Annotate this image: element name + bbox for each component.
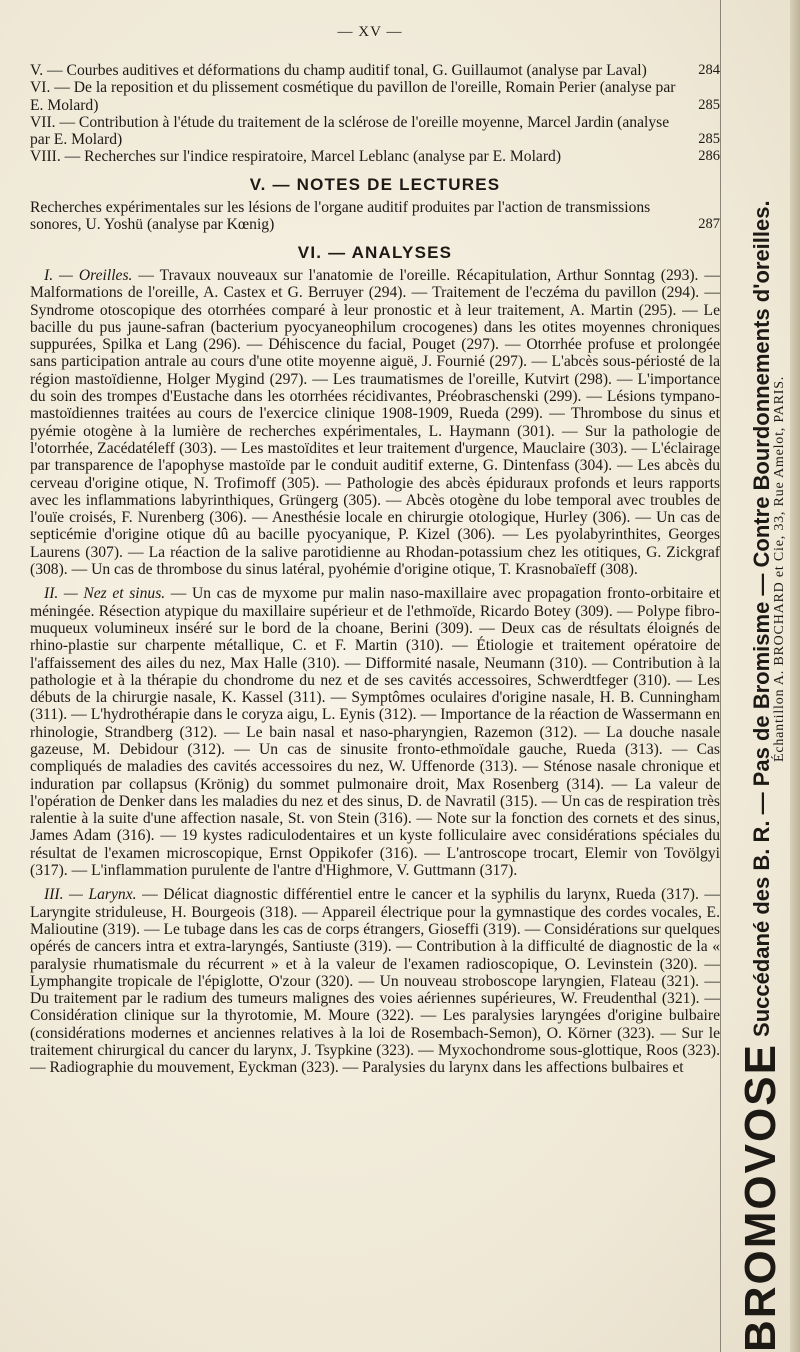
paragraph-heading: I. — Oreilles. [44, 266, 133, 284]
analysis-paragraph-larynx [30, 886, 720, 1076]
toc-entry [30, 62, 720, 79]
toc-entry-text: VI. — De la reposition et du plissement cosmétique du pavillon de l'oreille, Romain Perier (analyse par E. Molard) [30, 79, 676, 114]
paragraph-body: — Travaux nouveaux sur l'anatomie de l'oreille. Récapitulation, Arthur Sonntag (293). — Malformations de l'oreille, A. Castex et G. Berruyer (294). — Traitement de l'eczéma du pavillon (294). — Syndrome otoscopique des otorrhées comparé à leur pronostic et à leur traitement, A. Martin (295). — Le bacille du pus jaune-safran (bacterium pyocyaneophilum crocogenes) dans les otites moyennes chroniques suppurées, Spilka et Lang (296). — Déhiscence du facial, Pouget (297). — Otorrhée profuse et prolongée sans participation antrale au cours d'une otite moyenne aiguë, J. Fournié (297). — L'abcès sous-périosté de la région mastoïdienne, Holger Mygind (297). — Les traumatismes de l'oreille, Kutvirt (298). — L'importance du soin des trompes d'Eustache dans les otorrhées récidivantes, Préobraschenski (299). — Lésions tympano-mastoïdiennes traitées au cours de l'exercice clinique 1908-1909, Rueda (299). — Thrombose du sinus et pyémie otogène à la lumière de recherches expérimentales, L. Haymann (301). — Sur la pathologie de l'otorrhée, Zacédatéleff (303). — Les mastoïdites et leur traitement d'urgence, Mauclaire (303). — L'éclairage par transparence de l'apophyse mastoïde par le conduit auditif externe, G. Dintenfass (304). — Les abcès du cerveau d'origine otique, N. Trofimoff (305). — Pathologie des abcès épiduraux profonds et leurs rapports avec les inflammations labyrinthiques, Grüngerg (305). — Abcès otogène du lobe temporal avec troubles de l'ouïe croisés, F. Nurenberg (306). — Anesthésie locale en chirurgie otologique, Hurley (306). — Un cas de septicémie d'origine otique dû au bacille pyocyanique, P. Kizel (306). — Les pyolabyrinthites, Georges Laurens (307). — La réaction de la salive parotidienne au Rhodan-potassium chez les otitiques, G. Zickgraf (308). — Un cas de thrombose du sinus latéral, pyohémie d'origine otique, T. Krasnobaïeff (308). [30, 266, 720, 579]
toc-entry [30, 114, 720, 149]
toc-entry-page: 286 [698, 148, 720, 165]
page-edge [790, 0, 800, 1352]
paragraph-body: — Un cas de myxome pur malin naso-maxillaire avec propagation fronto-orbitaire et méningée. Résection atypique du maxillaire supérieur et de l'ethmoïde, Ricardo Botey (309). — Polype fibro-muqueux volumineux inséré sur le bord de la choane, Berini (309). — Deux cas de résultats éloignés de rhino-plastie sur charpente métallique, C. et F. Martin (310). — Étiologie et traitement opératoire de l'affaissement des ailes du nez, Max Halle (310). — Difformité nasale, Neumann (310). — Contribution à la pathologie et à la thérapie du chondrome du nez et de ses cavités accessoires, Schwerdtfeger (310). — Les débuts de la chirurgie nasale, K. Kassel (311). — Symptômes oculaires d'origine nasale, H. B. Cunningham (311). — L'hydrothérapie dans le coryza aigu, L. Eynis (312). — Importance de la réaction de Wassermann en rhinologie, Strandberg (312). — Le bain nasal et naso-pharyngien, Razemon (312). — La douche nasale gazeuse, M. Debidour (312). — Un cas de sinusite fronto-ethmoïdale gauche, Rueda (313). — Cas compliqués de maladies des cavités accessoires du nez, W. Uffenorde (313). — Sténose nasale chronique et induration par collapsus (Krönig) du sommet pulmonaire droit, Max Rosenberg (314). — La valeur de l'opération de Denker dans les maladies du nez et des sinus, D. de Navratil (315). — Un cas de respiration très ralentie à la suite d'une affection nasale, St. von Stein (316). — Note sur la fonction des cornets et des sinus, James Adam (316). — 19 kystes radiculodentaires et un kyste folliculaire avec considérations spéciales du résultat de l'examen microscopique, Ernst Oppikofer (316). — L'antroscope trocart, Elemir von Tovölgyi (317). — L'inflammation purulente de l'antre d'Highmore, V. Guttmann (317). [30, 585, 720, 880]
page-folio: — XV — [337, 24, 403, 40]
toc-entry-text: VIII. — Recherches sur l'indice respiratoire, Marcel Leblanc (analyse par E. Molard) [30, 148, 562, 166]
analysis-paragraph-nez [30, 585, 720, 879]
analyses-heading: VI. — ANALYSES [297, 242, 453, 262]
notes-entry-text: Recherches expérimentales sur les lésions de l'organe auditif produites par l'action de transmissions sonores, U. Yoshü (analyse par Kœnig) [30, 199, 651, 234]
paragraph-body: — Délicat diagnostic différentiel entre le cancer et la syphilis du larynx, Rueda (317). — Laryngite striduleuse, H. Bourgeois (318). — Appareil électrique pour la gymnastique des cordes vocales, E. Malioutine (319). — Le tubage dans les cas de corps étrangers, Gioseffi (319). — Considérations sur quelques opérés de cancers intra et extra-laryngés, Santiuste (319). — Contribution à la difficulté de diagnostic de la « paralysie rhumatismale du récurrent » et à la valeur de l'examen radioscopique, O. Levinstein (320). — Lymphangite tropicale de l'épiglotte, O'zour (320). — Un nouveau stroboscope laryngien, Flateau (321). — Du traitement par le radium des tumeurs malignes des voies aériennes supérieures, W. Freudenthal (321). — Considération clinique sur la thyrotomie, M. Moure (322). — Les paralysies laryngées d'origine bulbaire (considérations modernes et anciennes relatives à la loi de Rosembach-Semon), O. Körner (323). — Sur le traitement chirurgical du cancer du larynx, J. Tsypkine (323). — Myxochondrome sous-glottique, Roos (323). — Radiographie du mouvement, Eyckman (323). — Paralysies du larynx dans les affections bulbaires et [30, 886, 720, 1077]
analysis-paragraph-oreilles [30, 267, 720, 578]
paragraph-heading: II. — Nez et sinus. [44, 585, 166, 603]
notes-entry [30, 199, 720, 234]
notes-entry-page: 287 [698, 216, 720, 233]
advert-slogan: Succédané des B. R. — Pas de Bromisme — Contre Bourdonnements d'oreilles. [749, 200, 774, 1037]
toc-entry-text: V. — Courbes auditives et déformations du champ auditif tonal, G. Guillaumot (analyse par Laval) [30, 62, 647, 79]
paragraph-heading: III. — Larynx. [44, 886, 137, 904]
toc-entry-text: VII. — Contribution à l'étude du traitement de la sclérose de l'oreille moyenne, Marcel Jardin (analyse par E. Molard) [30, 113, 670, 149]
toc-entry-page: 285 [698, 131, 720, 148]
advert-brand: BROMOVOSE [736, 1043, 785, 1352]
main-content [30, 62, 720, 1084]
toc-entry [30, 79, 720, 114]
notes-heading: V. — NOTES DE LECTURES [249, 174, 501, 194]
toc-entry-page: 285 [698, 96, 720, 113]
toc-entry-page: 284 [698, 62, 720, 78]
advert-address: Échantillon A. BROCHARD et Cie, 33, Rue Amelot, PARIS. [772, 375, 787, 762]
toc-entry [30, 148, 720, 165]
